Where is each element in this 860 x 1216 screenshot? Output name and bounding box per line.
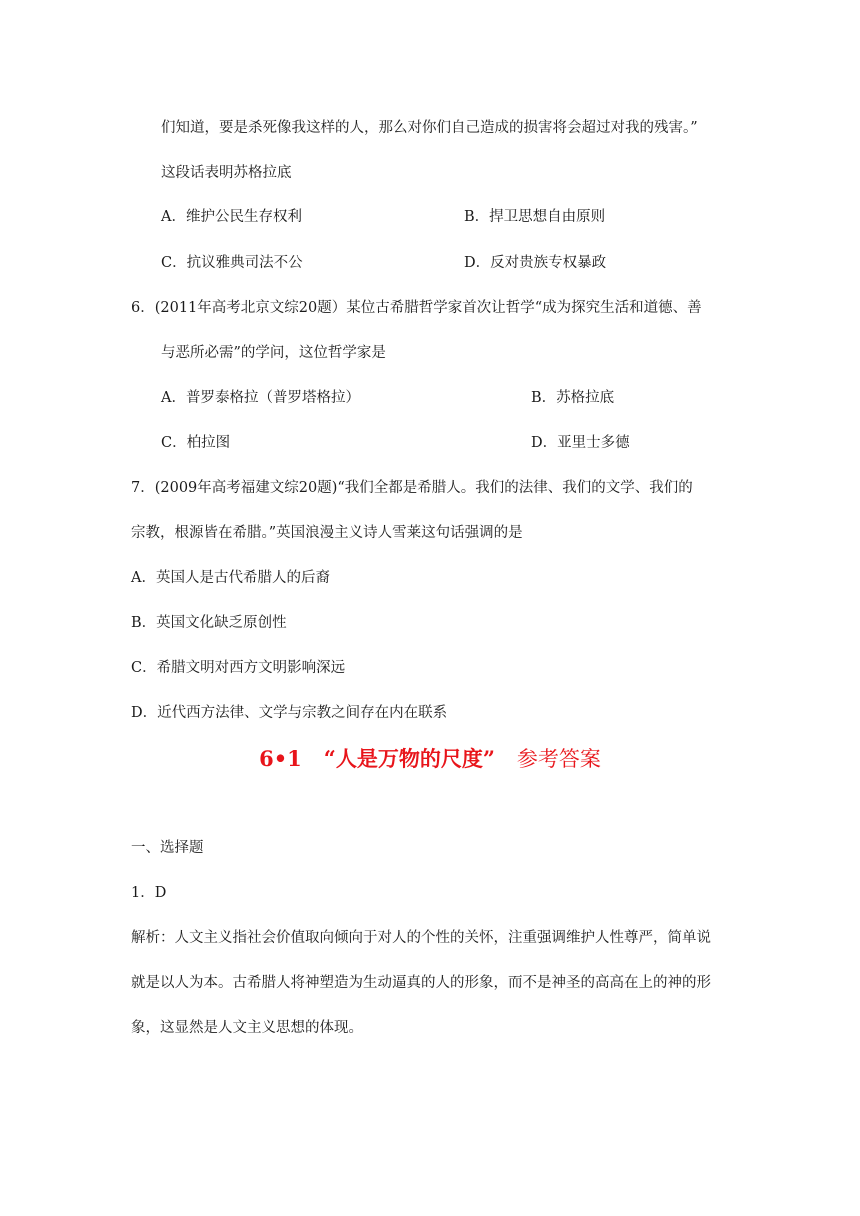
q5-option-c: C．抗议雅典司法不公	[161, 255, 303, 271]
analysis-line-2: 就是以人为本。古希腊人将神塑造为生动逼真的人的形象，而不是神圣的高高在上的神的形	[131, 975, 711, 991]
q7-stem-line1: 7．(2009年高考福建文综20题)“我们全都是希腊人。我们的法律、我们的文学、我们的	[131, 480, 693, 496]
q6-stem-line2: 与恶所必需”的学问，这位哲学家是	[161, 345, 386, 361]
q7-option-c: C．希腊文明对西方文明影响深远	[131, 660, 346, 676]
q7-stem-line2: 宗教，根源皆在希腊。”英国浪漫主义诗人雪莱这句话强调的是	[131, 525, 523, 541]
q5-option-b: B．捍卫思想自由原则	[464, 209, 606, 225]
q7-option-b: B．英国文化缺乏原创性	[131, 615, 287, 631]
answer-heading-title: “人是万物的尺度”	[323, 746, 495, 771]
answer-heading	[0, 744, 860, 774]
q7-option-d: D．近代西方法律、文学与宗教之间存在内在联系	[131, 705, 448, 721]
q5-option-d: D．反对贵族专权暴政	[464, 255, 607, 271]
analysis-line-3: 象，这显然是人文主义思想的体现。	[131, 1020, 363, 1036]
answer-heading-suffix: 参考答案	[516, 747, 601, 771]
q5-continuation: 们知道，要是杀死像我这样的人，那么对你们自己造成的损害将会超过对我的残害。”	[161, 120, 698, 136]
answer-heading-number: 6•1	[259, 746, 302, 771]
q6-option-c: C．柏拉图	[161, 435, 231, 451]
answers-section-title: 一、选择题	[131, 840, 204, 856]
analysis-line-1: 解析：人文主义指社会价值取向倾向于对人的个性的关怀，注重强调维护人性尊严，简单说	[131, 930, 711, 946]
answer-1: 1．D	[131, 885, 167, 901]
q5-stem-end: 这段话表明苏格拉底	[161, 165, 292, 181]
q6-option-b: B．苏格拉底	[531, 390, 615, 406]
q6-option-a: A．普罗泰格拉（普罗塔格拉）	[161, 390, 360, 406]
q7-option-a: A．英国人是古代希腊人的后裔	[131, 570, 330, 586]
q6-stem-line1: 6．(2011年高考北京文综20题）某位古希腊哲学家首次让哲学“成为探究生活和道德、善	[131, 300, 702, 316]
q5-option-a: A．维护公民生存权利	[161, 209, 302, 225]
q6-option-d: D．亚里士多德	[531, 435, 630, 451]
